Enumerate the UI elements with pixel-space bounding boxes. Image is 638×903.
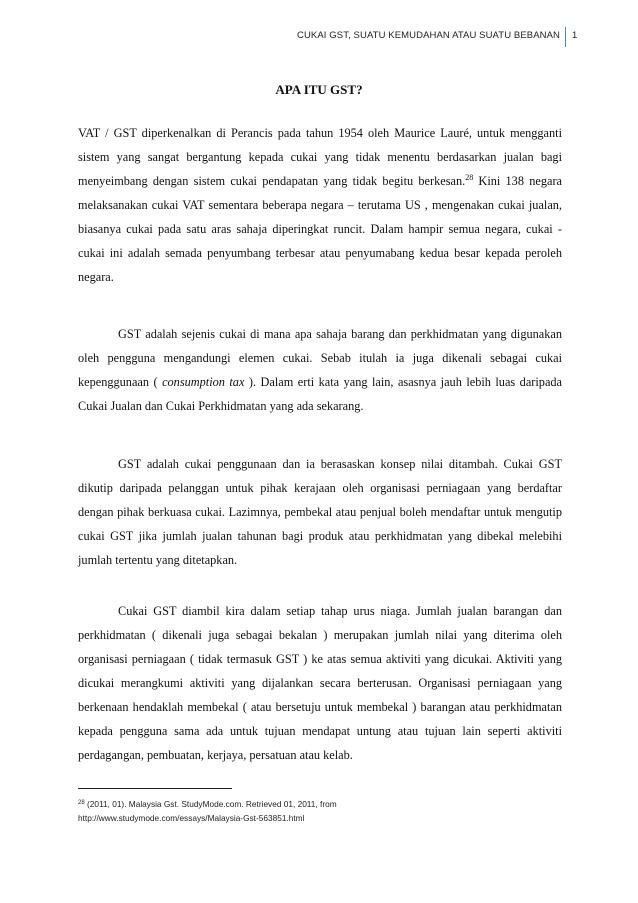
paragraph-4: Cukai GST diambil kira dalam setiap tahap urus niaga. Jumlah jualan barangan dan perkhidmatan ( dikenali juga sebagai bekalan ) merupakan jumlah nilai yang diterima oleh organisasi perniagaan ( tidak termasuk GST ) ke atas semua aktiviti yang dicukai. Aktiviti yang dicukai merangkumi aktiviti yang dijalankan secara berterusan. Organisasi perniagaan yang berkenaan hendaklah membekal ( atau bersetuju untuk membekal ) barangan atau perkhidmatan kepada pengguna sama ada untuk tujuan mendapat untung atau tujuan lain seperti aktiviti perdagangan, pembuatan, kerjaya, persatuan atau kelab. [78, 604, 562, 762]
footnote-url: http://www.studymode.com/essays/Malaysia-Gst-563851.html [78, 813, 305, 823]
footnote [78, 797, 558, 825]
footnote-number: 28 [78, 800, 85, 806]
paragraph-1-text-cont: Kini 138 negara melaksanakan cukai VAT sementara beberapa negara – terutama US , mengenakan cukai jualan, biasanya cukai pada satu aras sahaja diperingkat runcit. Dalam hampir semua negara, cukai - cukai ini adalah semada penyumbang terbesar atau penyumabang kedua besar kepada peroleh negara. [78, 174, 562, 284]
paragraph-1-text: VAT / GST diperkenalkan di Perancis pada tahun 1954 oleh Maurice Lauré, untuk mengganti sistem yang sangat bergantung kepada cukai yang tidak menentu berdasarkan jualan bagi menyeimbang dengan sistem cukai pendapatan yang tidak begitu berkesan. [78, 126, 562, 188]
footnote-separator [78, 788, 232, 789]
paragraph-3: GST adalah cukai penggunaan dan ia berasaskan konsep nilai ditambah. Cukai GST dikutip daripada pelanggan untuk pihak kerajaan oleh organisasi perniagaan yang berdaftar dengan pihak berkuasa cukai. Lazimnya, pembekal atau penjual boleh mendaftar untuk mengutip cukai GST jika jumlah jualan tahunan bagi produk atau perkhidmatan yang dibekal melebihi jumlah tertentu yang ditetapkan. [78, 457, 562, 567]
footnote-citation: (2011, 01). Malaysia Gst. StudyMode.com. Retrieved 01, 2011, from [84, 799, 337, 809]
header-divider [565, 27, 566, 47]
paragraph-2 [78, 322, 562, 418]
page-number: 1 [572, 30, 578, 41]
paragraph-1 [78, 121, 562, 289]
footnote-reference: 28 [465, 173, 474, 182]
paragraph-2-text: GST adalah sejenis cukai di mana apa sahaja barang dan perkhidmatan yang digunakan oleh pengguna mengandungi elemen cukai. Sebab itulah ia juga dikenali sebagai cukai kepenggunaan ( [78, 327, 562, 389]
running-title: CUKAI GST, SUATU KEMUDAHAN ATAU SUATU BEBANAN [297, 30, 560, 41]
section-title: APA ITU GST? [275, 82, 363, 97]
paragraph-2-text-cont: ). Dalam erti kata yang lain, asasnya jauh lebih luas daripada Cukai Jualan dan Cukai Perkhidmatan yang ada sekarang. [78, 375, 563, 413]
footnote-line-1 [78, 797, 558, 811]
page-header [0, 30, 638, 46]
paragraph-2-italic-term: consumption tax [162, 375, 245, 389]
